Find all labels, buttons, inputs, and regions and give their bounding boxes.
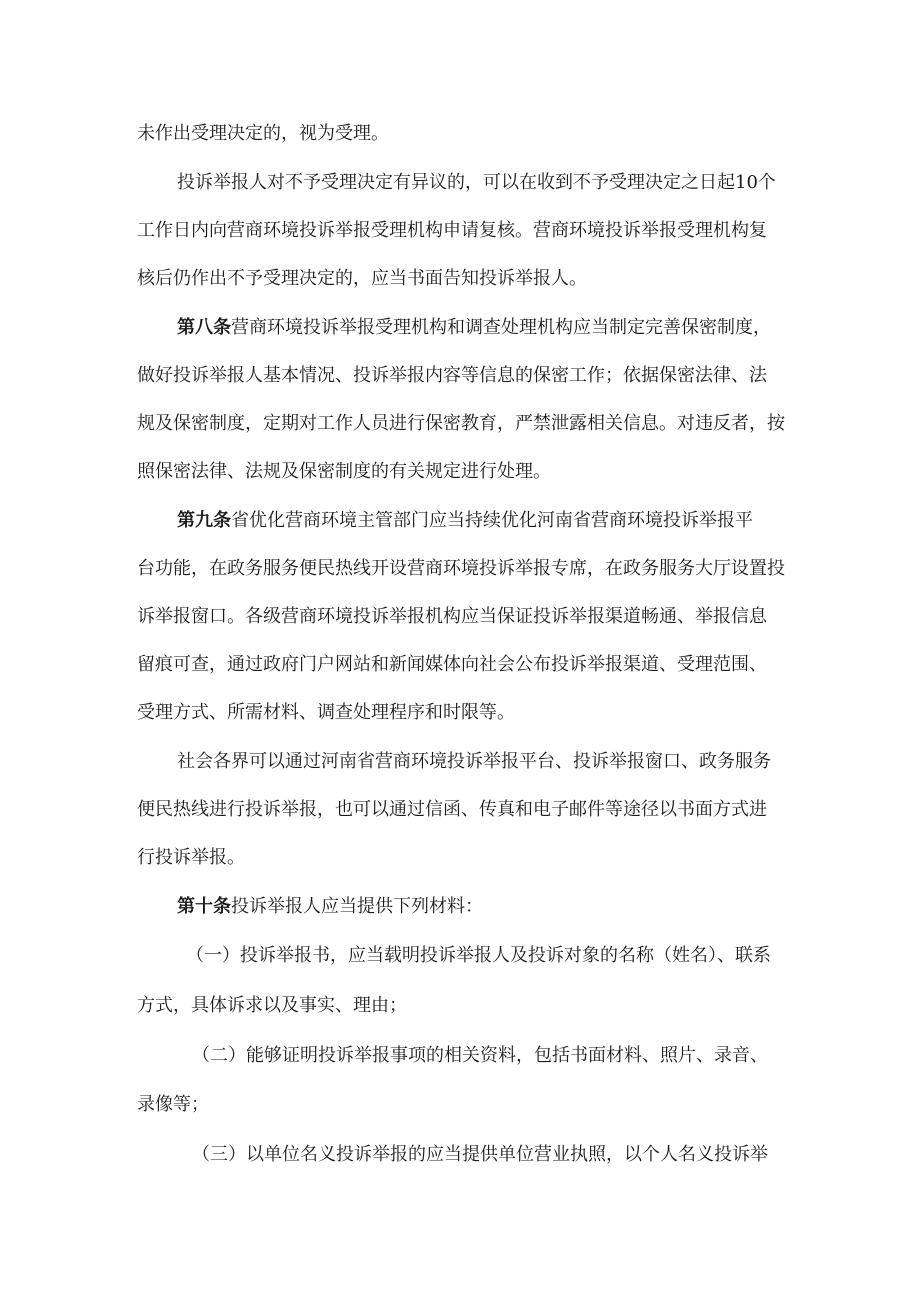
list-item-3: （三）以单位名义投诉举报的应当提供单位营业执照，以个人名义投诉举 (192, 1144, 768, 1165)
paragraph-line: 未作出受理决定的，视为受理。 (137, 123, 389, 144)
paragraph-line: 工作日内向营商环境投诉举报受理机构申请复核。营商环境投诉举报受理机构复 (137, 220, 767, 241)
paragraph-line: 规及保密制度，定期对工作人员进行保密教育，严禁泄露相关信息。对违反者，按 (137, 413, 785, 434)
paragraph-line: 便民热线进行投诉举报，也可以通过信函、传真和电子邮件等途径以书面方式进 (137, 799, 767, 820)
paragraph-line: 投诉举报人对不予受理决定有异议的，可以在收到不予受理决定之日起10个 (177, 172, 776, 193)
article-9-heading: 第九条 (177, 510, 231, 531)
paragraph-line: 行投诉举报。 (137, 847, 245, 868)
paragraph-line: 录像等； (137, 1094, 209, 1115)
paragraph-line: 照保密法律、法规及保密制度的有关规定进行处理。 (137, 461, 551, 482)
article-9-paragraph (177, 509, 797, 533)
paragraph-line: 台功能，在政务服务便民热线开设营商环境投诉举报专席，在政务服务大厅设置投 (137, 558, 785, 579)
list-item-2: （二）能够证明投诉举报事项的相关资料，包括书面材料、照片、录音、 (192, 1045, 768, 1066)
paragraph-line: 留痕可查，通过政府门户网站和新闻媒体向社会公布投诉举报渠道、受理范围、 (137, 654, 767, 675)
paragraph-line: 诉举报窗口。各级营商环境投诉举报机构应当保证投诉举报渠道畅通、举报信息 (137, 606, 767, 627)
paragraph-line: 核后仍作出不予受理决定的，应当书面告知投诉举报人。 (137, 268, 587, 289)
article-10-heading: 第十条 (177, 896, 231, 917)
paragraph-line: 做好投诉举报人基本情况、投诉举报内容等信息的保密工作；依据保密法律、法 (137, 365, 767, 386)
paragraph-line: 社会各界可以通过河南省营商环境投诉举报平台、投诉举报窗口、政务服务 (177, 751, 771, 772)
paragraph-line: 营商环境投诉举报受理机构和调查处理机构应当制定完善保密制度， (231, 317, 771, 338)
paragraph-line: 方式，具体诉求以及事实、理由； (137, 995, 407, 1016)
article-8-paragraph (177, 316, 797, 340)
article-10-paragraph (177, 895, 797, 919)
list-item-1: （一）投诉举报书，应当载明投诉举报人及投诉对象的名称（姓名）、联系 (186, 945, 771, 966)
article-8-heading: 第八条 (177, 317, 231, 338)
paragraph-line: 省优化营商环境主管部门应当持续优化河南省营商环境投诉举报平 (231, 510, 753, 531)
paragraph-line: 受理方式、所需材料、调查处理程序和时限等。 (137, 702, 515, 723)
paragraph-line: 投诉举报人应当提供下列材料： (231, 896, 483, 917)
